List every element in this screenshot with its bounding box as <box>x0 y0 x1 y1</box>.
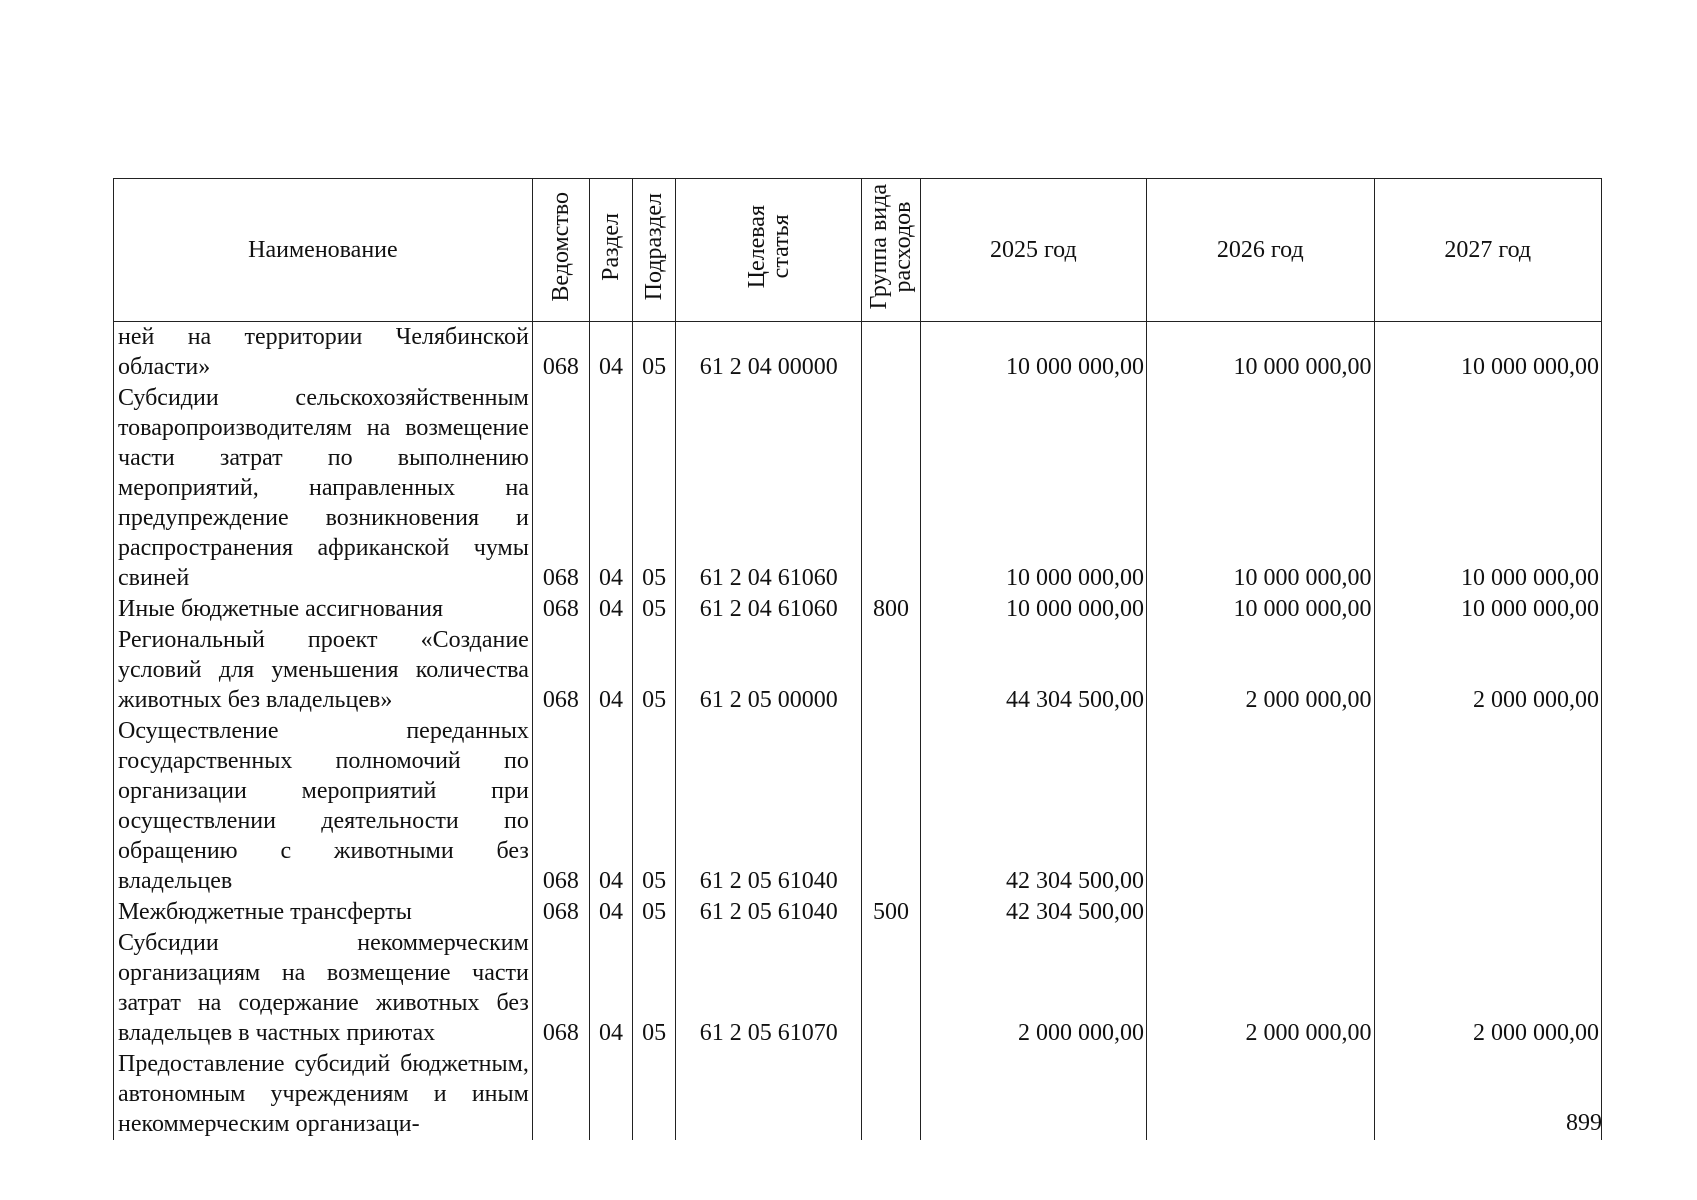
table-row <box>114 594 1602 625</box>
row-amount-2027: 10 000 000,00 <box>1374 594 1602 625</box>
row-name: ней на территории Челябинской области» <box>114 322 533 384</box>
row-gruppa <box>862 1049 920 1140</box>
header-celevaya-line2: статья <box>767 214 794 279</box>
row-razdel: 04 <box>589 322 632 384</box>
row-razdel: 04 <box>589 716 632 897</box>
row-amount-2027: 10 000 000,00 <box>1374 322 1602 384</box>
header-razdel <box>589 179 632 322</box>
row-name: Региональный проект «Создание условий для уменьшения количества животных без владельцев» <box>114 625 533 716</box>
row-celevaya-statya: 61 2 04 00000 <box>676 322 862 384</box>
row-razdel: 04 <box>589 594 632 625</box>
header-gruppa-vida-raskhodov <box>862 179 920 322</box>
row-amount-2027: 2 000 000,00 <box>1374 928 1602 1049</box>
table-row <box>114 625 1602 716</box>
row-gruppa <box>862 716 920 897</box>
row-amount-2025: 44 304 500,00 <box>920 625 1146 716</box>
row-amount-2025: 10 000 000,00 <box>920 594 1146 625</box>
row-vedomstvo: 068 <box>532 322 589 384</box>
row-vedomstvo: 068 <box>532 897 589 928</box>
header-gruppa-line1: Группа вида <box>866 183 893 310</box>
row-podrazdel: 05 <box>633 594 676 625</box>
header-gruppa-label <box>867 184 915 309</box>
row-amount-2026: 2 000 000,00 <box>1147 625 1374 716</box>
header-razdel-label: Раздел <box>597 212 624 281</box>
table-row <box>114 897 1602 928</box>
header-2026: 2026 год <box>1147 179 1374 322</box>
row-celevaya-statya: 61 2 05 61040 <box>676 897 862 928</box>
row-name: Субсидии сельскохозяйственным товаропроизводителям на возмещение части затрат по выполнению мероприятий, направленных на предупреждение возникновения и распространения африканской чумы свиней <box>114 383 533 594</box>
header-celevaya-statya <box>676 179 862 322</box>
row-celevaya-statya: 61 2 04 61060 <box>676 383 862 594</box>
table-row <box>114 1049 1602 1140</box>
row-amount-2027 <box>1374 716 1602 897</box>
row-podrazdel <box>633 1049 676 1140</box>
header-celevaya-line1: Целевая <box>743 204 770 289</box>
row-name: Предоставление субсидий бюджетным, автономным учреждениям и иным некоммерческим организаци- <box>114 1049 533 1140</box>
row-celevaya-statya: 61 2 04 61060 <box>676 594 862 625</box>
row-amount-2026 <box>1147 897 1374 928</box>
row-razdel: 04 <box>589 928 632 1049</box>
row-celevaya-statya: 61 2 05 61040 <box>676 716 862 897</box>
row-razdel <box>589 1049 632 1140</box>
row-gruppa: 500 <box>862 897 920 928</box>
header-celevaya-statya-label <box>745 205 793 288</box>
table-row <box>114 322 1602 384</box>
row-vedomstvo: 068 <box>532 625 589 716</box>
header-podrazdel-label: Подраздел <box>641 192 668 301</box>
row-vedomstvo: 068 <box>532 928 589 1049</box>
row-amount-2026 <box>1147 1049 1374 1140</box>
row-podrazdel: 05 <box>633 928 676 1049</box>
row-celevaya-statya <box>676 1049 862 1140</box>
row-amount-2025: 10 000 000,00 <box>920 322 1146 384</box>
row-amount-2025: 10 000 000,00 <box>920 383 1146 594</box>
row-amount-2025: 42 304 500,00 <box>920 716 1146 897</box>
row-razdel: 04 <box>589 897 632 928</box>
row-vedomstvo <box>532 1049 589 1140</box>
row-podrazdel: 05 <box>633 897 676 928</box>
row-celevaya-statya: 61 2 05 61070 <box>676 928 862 1049</box>
row-amount-2025 <box>920 1049 1146 1140</box>
row-podrazdel: 05 <box>633 716 676 897</box>
row-vedomstvo: 068 <box>532 383 589 594</box>
table-row <box>114 928 1602 1049</box>
table-row <box>114 383 1602 594</box>
row-amount-2027: 10 000 000,00 <box>1374 383 1602 594</box>
row-vedomstvo: 068 <box>532 594 589 625</box>
row-podrazdel: 05 <box>633 322 676 384</box>
row-name: Субсидии некоммерческим организациям на возмещение части затрат на содержание животных без владельцев в частных приютах <box>114 928 533 1049</box>
row-razdel: 04 <box>589 625 632 716</box>
table-row <box>114 716 1602 897</box>
row-amount-2027 <box>1374 897 1602 928</box>
row-gruppa <box>862 322 920 384</box>
row-razdel: 04 <box>589 383 632 594</box>
row-gruppa <box>862 928 920 1049</box>
row-vedomstvo: 068 <box>532 716 589 897</box>
row-podrazdel: 05 <box>633 383 676 594</box>
header-2027: 2027 год <box>1374 179 1602 322</box>
row-amount-2026: 10 000 000,00 <box>1147 383 1374 594</box>
row-amount-2025: 2 000 000,00 <box>920 928 1146 1049</box>
row-amount-2026 <box>1147 716 1374 897</box>
row-gruppa: 800 <box>862 594 920 625</box>
row-name: Иные бюджетные ассигнования <box>114 594 533 625</box>
page-number: 899 <box>1566 1110 1602 1136</box>
row-gruppa <box>862 625 920 716</box>
row-name: Межбюджетные трансферты <box>114 897 533 928</box>
row-podrazdel: 05 <box>633 625 676 716</box>
header-2025: 2025 год <box>920 179 1146 322</box>
header-name: Наименование <box>114 179 533 322</box>
header-vedomstvo <box>532 179 589 322</box>
row-amount-2026: 10 000 000,00 <box>1147 594 1374 625</box>
row-celevaya-statya: 61 2 05 00000 <box>676 625 862 716</box>
header-vedomstvo-label: Ведомство <box>547 191 574 302</box>
row-name: Осуществление переданных государственных полномочий по организации мероприятий при осуществлении деятельности по обращению с животными без владельцев <box>114 716 533 897</box>
row-amount-2027: 2 000 000,00 <box>1374 625 1602 716</box>
row-gruppa <box>862 383 920 594</box>
row-amount-2026: 10 000 000,00 <box>1147 322 1374 384</box>
header-gruppa-line2: расходов <box>890 201 917 292</box>
row-amount-2025: 42 304 500,00 <box>920 897 1146 928</box>
header-podrazdel <box>633 179 676 322</box>
row-amount-2026: 2 000 000,00 <box>1147 928 1374 1049</box>
table-header-row <box>114 179 1602 322</box>
budget-table <box>113 178 1602 1140</box>
